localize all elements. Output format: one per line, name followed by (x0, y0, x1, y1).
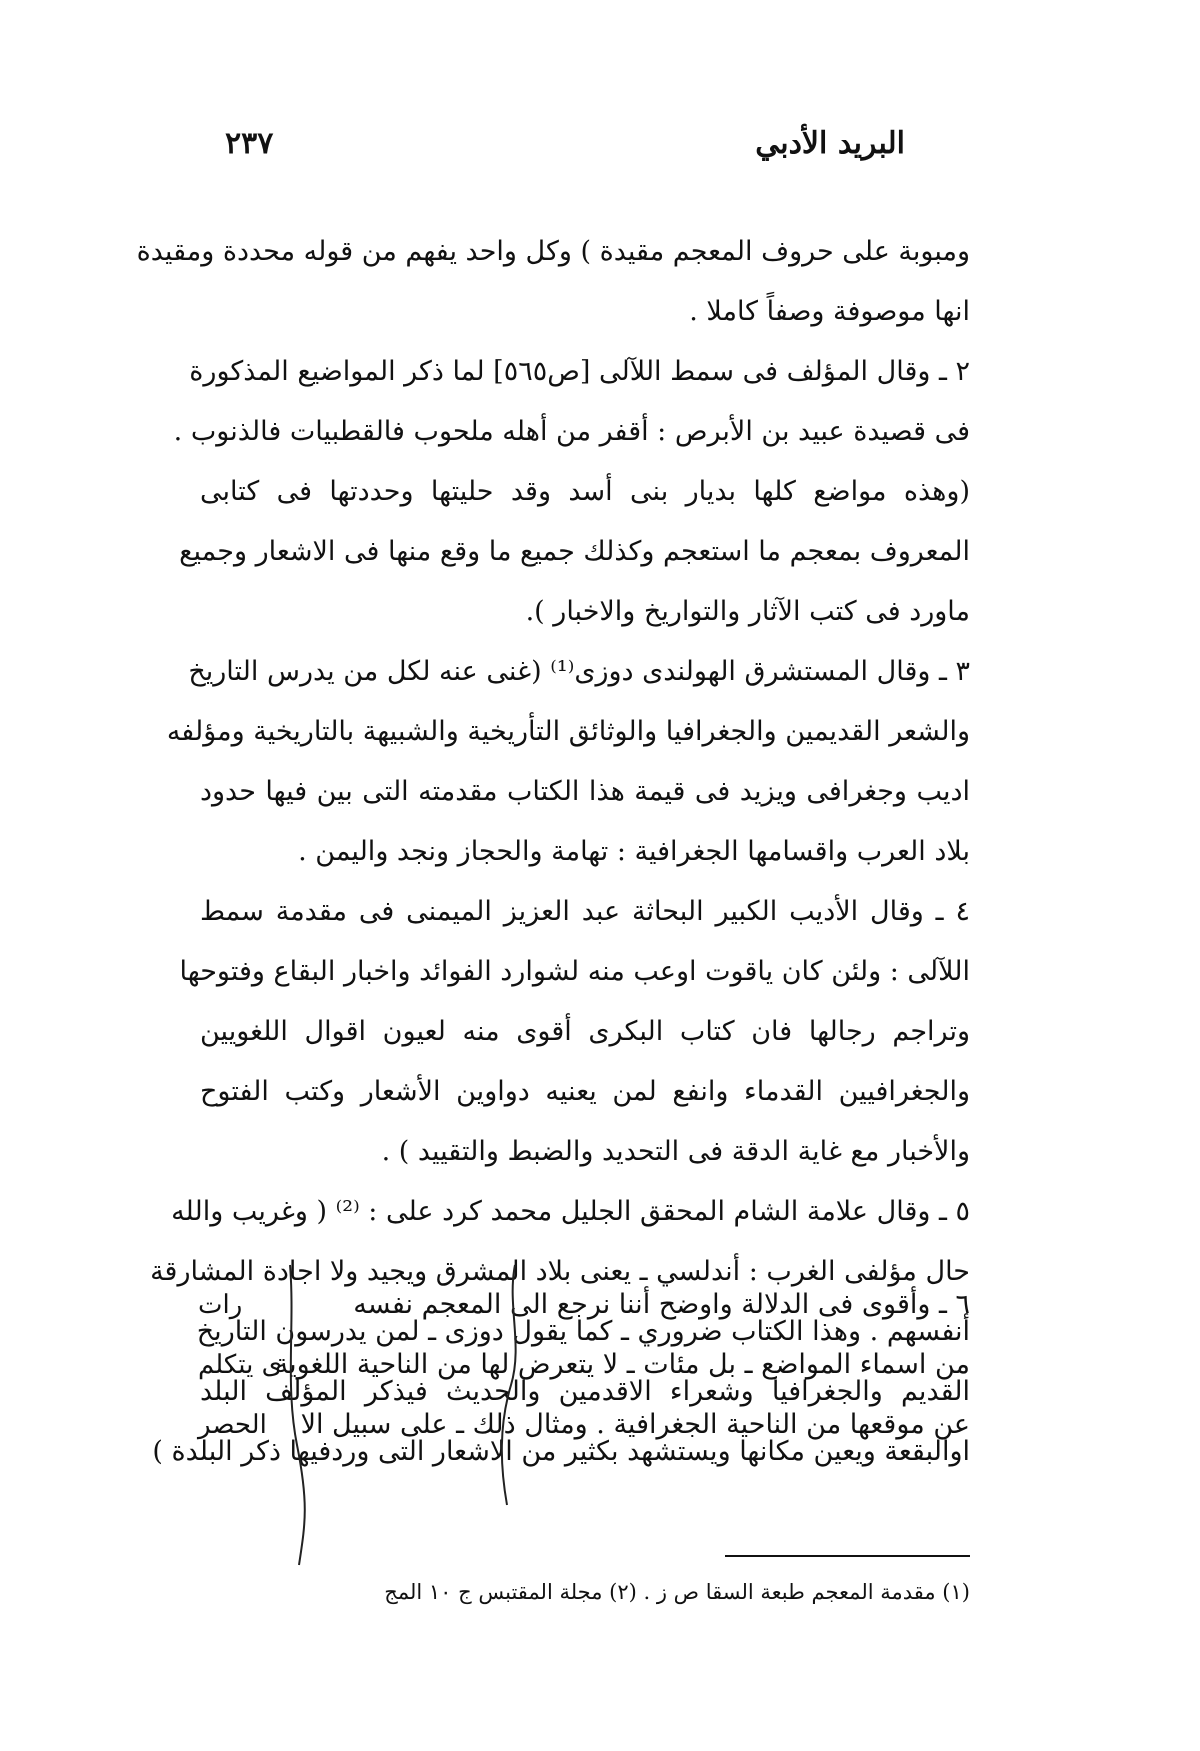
text-line: المعروف بمعجم ما استعجم وكذلك جميع ما وقع منها فى الاشعار وجميع (179, 536, 970, 567)
text-line: (وهذه مواضع كلها بديار بنى أسد وقد حليتها وحددتها فى كتابى (200, 476, 970, 507)
text-line: وتراجم رجالها فان كتاب البكرى أقوى منه لعيون اقوال اللغويين (200, 1016, 970, 1047)
text-line: ومبوبة على حروف المعجم مقيدة ) وكل واحد يفهم من قوله محددة ومقيدة (136, 236, 970, 267)
footnote: (١) مقدمة المعجم طبعة السقا ص ز . (٢) مجلة المقتبس ج ١٠ المج (384, 1580, 970, 1604)
text-line: ٢ ـ وقال المؤلف فى سمط اللآلى [ص٥٦٥] لما ذكر المواضيع المذكورة (189, 356, 970, 387)
text-line: والجغرافيين القدماء وانفع لمن يعنيه دواوين الأشعار وكتب الفتوح (200, 1076, 970, 1107)
text-line: فى قصيدة عبيد بن الأبرص : أقفر من أهله ملحوب فالقطبيات فالذنوب . (173, 416, 970, 447)
header-title: البريد الأدبي (755, 126, 905, 161)
running-header (225, 126, 970, 172)
margin-fragment: رات (198, 1290, 243, 1320)
footnote-rule (725, 1555, 970, 1557)
text-line: القديم والجغرافيا وشعراء الاقدمين والحديث فيذكر المؤلف البلد (200, 1376, 970, 1407)
text-line: ٦ ـ وأقوى فى الدلالة واوضح أننا نرجع الى المعجم نفسه (353, 1289, 970, 1320)
text-line: اوالبقعة ويعين مكانها ويستشهد بكثير من الاشعار التى وردفيها ذكر البلدة ) (152, 1436, 970, 1467)
text-line: ٤ ـ وقال الأديب الكبير البحاثة عبد العزيز الميمنى فى مقدمة سمط (200, 896, 970, 927)
text-line: من اسماء المواضع ـ بل مئات ـ لا يتعرض لها من الناحية اللغوية (274, 1349, 970, 1380)
text-line: عن موقعها من الناحية الجغرافية . ومثال ذلك ـ على سبيل الا (300, 1409, 970, 1440)
text-line: أنفسهم . وهذا الكتاب ضروري ـ كما يقول دوزى ـ لمن يدرسون التاريخ (196, 1316, 970, 1347)
text-line: ماورد فى كتب الآثار والتواريخ والاخبار ). (525, 596, 970, 627)
text-line: ٣ ـ وقال المستشرق الهولندى دوزى⁽¹⁾ (غنى عنه لكل من يدرس التاريخ (188, 656, 970, 687)
text-line: اللآلى : ولئن كان ياقوت اوعب منه لشوارد الفوائد واخبار البقاع وفتوحها (179, 956, 970, 987)
text-line: حال مؤلفى الغرب : أندلسي ـ يعنى بلاد المشرق ويجيد ولا اجادة المشارقة (150, 1256, 970, 1287)
text-line: انها موصوفة وصفاً كاملا . (689, 296, 970, 327)
page-number: ٢٣٧ (225, 126, 274, 161)
text-line: اديب وجغرافى ويزيد فى قيمة هذا الكتاب مقدمته التى بين فيها حدود (200, 776, 970, 807)
text-line: والأخبار مع غاية الدقة فى التحديد والضبط والتقييد ) . (381, 1136, 970, 1167)
page-tear-marks (275, 1265, 555, 1565)
text-line: والشعر القديمين والجغرافيا والوثائق التأريخية والشبيهة بالتاريخية ومؤلفه (166, 716, 970, 747)
text-line: ٥ ـ وقال علامة الشام المحقق الجليل محمد كرد على : ⁽²⁾ ( وغريب والله (171, 1196, 970, 1227)
margin-fragment: الحصر (198, 1410, 267, 1440)
text-line: بلاد العرب واقسامها الجغرافية : تهامة والحجاز ونجد واليمن . (298, 836, 970, 867)
margin-fragment: ى يتكلم (198, 1350, 282, 1380)
